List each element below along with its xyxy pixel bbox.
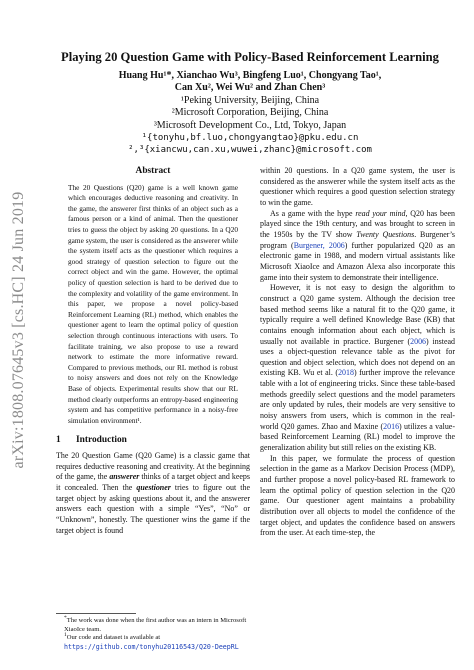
footnote-1-mark: * [64, 614, 67, 621]
footnote-1-text: The work was done when the first author was an intern in Microsoft XiaoIce team. [64, 617, 247, 633]
code-url-link[interactable]: https://github.com/tonyhu20116543/Q20-DeepRL [64, 642, 239, 651]
affiliation-3: ³Microsoft Development Co., Ltd, Tokyo, Japan [153, 119, 347, 131]
p2-text-c: , Q20 has been played since the 19th century, and was brought to screen in the 1950s by the TV show [260, 208, 456, 239]
affiliation-2: ²Microsoft Corporation, Beijing, China [171, 107, 329, 119]
right-paragraph-4: In this paper, we formulate the process of question selection in the game as a Markov Decision Process (MDP), and further propose a novel policy-based RL framework to learn the optimal policy of question selection in the Q20 game. Our questioner agent maintains a probability distribution over all objects to model the confidence of the target object, and updates the confidence based on answers from the user. At each time-step, the [260, 453, 455, 538]
citation-link-zhao-2016[interactable]: 2016 [383, 421, 400, 431]
intro-term-questioner: questioner [136, 482, 171, 492]
right-column [260, 166, 455, 539]
citation-link-burgener[interactable]: Burgener, 2006 [293, 240, 345, 250]
footnote-2-mark: 1 [64, 632, 67, 638]
p3-text-b: ) instead uses a object-question relevance table as the pivot for question and object selection, which does not depend on an existing KB. Wu et al. ( [260, 336, 455, 378]
intro-paragraph-1 [56, 451, 250, 536]
intro-term-answerer: answerer [109, 472, 140, 482]
intro-text-a: The 20 Question Game (Q20 Game) is a classic game that requires deductive reasoning and creativity. At the beginning of the game, the [56, 450, 250, 482]
abstract-text: The 20 Questions (Q20) game is a well known game which encourages deductive reasoning and creativity. In the game, the answerer first thinks of an object such as a famous person or a kind of animal. Then the questioner tries to guess the object by asking 20 questions. In a Q20 game system, the user is considered as the answerer while the system itself acts as the questioner which requires a good strategy of question selection to figure out the correct object and win the game. However, the optimal policy of question selection is hard to be derived due to the complexity and volatility of the game environment. In this paper, we propose a novel policy-based Reinforcement Learning (RL) method, which enables the questioner agent to learn the optimal policy of question selection through continuous interactions with users. To facilitate training, we also propose to use a reward network to estimate the more informative reward. Compared to previous methods, our RL method is robust to noisy answers and does not rely on the Knowledge Base of objects. Experimental results show that our RL method clearly outperforms an entropy-based engineering system and has competitive performance in a noisy-free simulation environment¹. [68, 182, 238, 425]
email-line-2: ²,³{xiancwu,can.xu,wuwei,zhanc}@microsoft.com [128, 145, 372, 156]
p2-text-f: ) further popularized Q20 as an electronic game in 1988, and modern virtual assistants like Microsoft XiaoIce and Amazon Alexa also incorporate this game into their system to demonstrate their intelligence. [260, 240, 455, 282]
p2-italic-read-your-mind: read your mind [355, 208, 406, 218]
p3-text-d: ) utilizes a value-based Reinforcement Learning (RL) model to improve the generalization ability but still relies on the existing KB. [260, 421, 455, 453]
intro-text-e: tries to figure out the target object by asking questions about it, and the answerer answers each question with a simple “Yes”, “No” or “Unknown”, honestly. The questioner wins the game if the target object is found [56, 482, 250, 535]
footnote-2-text: Our code and dataset is available at [66, 634, 161, 642]
footnote-rule [56, 613, 136, 614]
right-paragraph-1: within 20 questions. In a Q20 game system, the user is considered as the answerer while the system itself acts as the questioner which requires a good question selection strategy to win the game. [260, 166, 455, 207]
intro-text-c: thinks of a target object and keeps it concealed. Then the [56, 472, 250, 492]
paper-title: Playing 20 Question Game with Policy-Based Reinforcement Learning [61, 50, 439, 64]
p2-italic-twenty-questions: Twenty Questions [356, 229, 415, 239]
footnotes [56, 613, 250, 652]
right-paragraph-3 [260, 283, 455, 454]
section-title: Introduction [76, 435, 127, 446]
p3-text-a: However, it is not easy to design the algorithm to construct a Q20 game system. Although the decision tree based method seems like a natural fit to the Q20 game, it typically require a well defined Knowledge Base (KB) that contains enough information about each object, which is usually not available in practice. Burgener ( [260, 283, 455, 346]
authors-line-1: Huang Hu¹*, Xianchao Wu³, Bingfeng Luo¹, Chongyang Tao¹, [118, 70, 382, 81]
abstract-heading: Abstract [135, 166, 171, 176]
authors-line-2: Can Xu², Wei Wu² and Zhan Chen³ [174, 82, 326, 94]
right-paragraph-2 [260, 209, 455, 284]
citation-link-wu-2018[interactable]: 2018 [338, 368, 354, 378]
left-column [56, 166, 250, 536]
p2-text-a: As a game with the hype [270, 208, 356, 218]
arxiv-id-text: arXiv:1808.07645v3 [cs.HC] 24 Jun 2019 [10, 191, 27, 469]
email-line-1: ¹{tonyhu,bf.luo,chongyangtao}@pku.edu.cn [141, 133, 359, 144]
author-block [50, 70, 450, 157]
section-number: 1 [56, 435, 61, 446]
footnote-2 [56, 634, 250, 652]
citation-link-burgener-2006[interactable]: 2006 [410, 336, 427, 346]
affiliation-1: ¹Peking University, Beijing, China [180, 94, 320, 106]
p2-text-e: . Burgener’s program ( [260, 229, 456, 250]
arxiv-identifier [4, 130, 34, 530]
p3-text-c: ) further improve the relevance table with a lot of engineering tricks. Since these table-based methods greedily select questions and the model parameters are only updated by rules, their models are very sensitive to noisy answers from users, which is common in the real-world Q20 games. Zhao and Maxine ( [260, 368, 455, 431]
footnote-1 [56, 614, 250, 634]
section-heading-introduction [56, 435, 250, 446]
